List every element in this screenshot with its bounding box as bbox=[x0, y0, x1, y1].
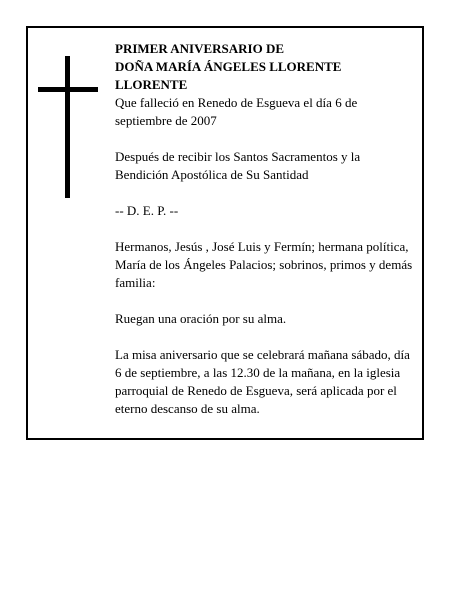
mass-details: La misa aniversario que se celebrará mañana sábado, día 6 de septiembre, a las 12.30 de la mañana, en la iglesia parroquial de Renedo de Esgueva, será aplicada por el eterno descanso de su alma. bbox=[115, 347, 410, 416]
death-details: Que falleció en Renedo de Esgueva el día 6 de septiembre de 2007 bbox=[115, 95, 358, 128]
rip-text: -- D. E. P. -- bbox=[115, 203, 179, 218]
sacraments-text: Después de recibir los Santos Sacramentos y la Bendición Apostólica de Su Santidad bbox=[115, 149, 361, 182]
title-line-1: PRIMER ANIVERSARIO DE bbox=[115, 41, 285, 56]
obituary-notice bbox=[26, 26, 424, 440]
notice-title bbox=[115, 40, 415, 94]
prayer-request: Ruegan una oración por su alma. bbox=[115, 311, 287, 326]
family-text: Hermanos, Jesús , José Luis y Fermín; hermana política, María de los Ángeles Palacios; sobrinos, primos y demás familia: bbox=[115, 239, 413, 290]
cross-vertical-bar bbox=[65, 56, 70, 198]
latin-cross-icon bbox=[38, 56, 98, 198]
title-line-2: DOÑA MARÍA ÁNGELES LLORENTE bbox=[115, 59, 342, 74]
title-line-3: LLORENTE bbox=[115, 77, 188, 92]
notice-content bbox=[115, 40, 415, 436]
cross-horizontal-bar bbox=[38, 87, 98, 92]
